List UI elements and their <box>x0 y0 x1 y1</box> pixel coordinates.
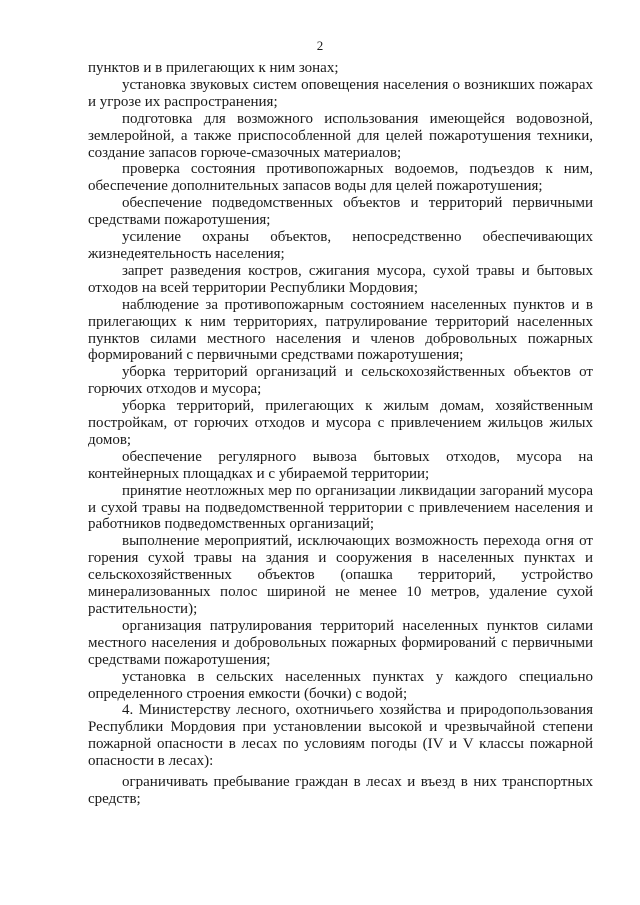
paragraph: наблюдение за противопожарным состоянием населенных пунктов и в прилегающих к ним территориях, патрулирование территорий населенных пунктов силами местного населения и членов добровольных пожарных формирований с первичными средствами пожаротушения; <box>88 296 593 364</box>
document-body <box>88 60 593 808</box>
paragraph: усиление охраны объектов, непосредственно обеспечивающих жизнедеятельность населения; <box>88 229 593 262</box>
paragraph: проверка состояния противопожарных водоемов, подъездов к ним, обеспечение дополнительных запасов воды для целей пожаротушения; <box>88 161 593 195</box>
paragraph: организация патрулирования территорий населенных пунктов силами местного населения и добровольных пожарных формирований с первичными средствами пожаротушения; <box>88 617 593 668</box>
paragraph: ограничивать пребывание граждан в лесах и въезд в них транспортных средств; <box>88 774 593 807</box>
paragraph: обеспечение подведомственных объектов и территорий первичными средствами пожаротушения; <box>88 195 593 229</box>
paragraph: запрет разведения костров, сжигания мусора, сухой травы и бытовых отходов на всей территории Республики Мордовия; <box>88 262 593 296</box>
paragraph: уборка территорий организаций и сельскохозяйственных объектов от горючих отходов и мусора; <box>88 364 593 398</box>
numbered-paragraph: 4. Министерству лесного, охотничьего хозяйства и природопользования Республики Мордовия при установлении высокой и чрезвычайной степени пожарной опасности в лесах по условиям погоды (IV и V классы пожарной опасности в лесах): <box>88 702 593 770</box>
page-number: 2 <box>316 38 324 53</box>
paragraph: подготовка для возможного использования имеющейся водовозной, землеройной, а также приспособленной для целей пожаротушения техники, создание запасов горюче-смазочных материалов; <box>88 110 593 161</box>
paragraph: пунктов и в прилегающих к ним зонах; <box>88 60 339 76</box>
paragraph: выполнение мероприятий, исключающих возможность перехода огня от горения сухой травы на здания и сооружения в населенных пунктах и сельскохозяйственных объектов (опашка территорий, устройство минерализованных полос шириной не менее 10 метров, удаление сухой растительности); <box>88 533 593 617</box>
paragraph: принятие неотложных мер по организации ликвидации загораний мусора и сухой травы на подведомственной территории с привлечением населения и работников подведомственных организаций; <box>88 482 593 533</box>
paragraph: установка звуковых систем оповещения населения о возникших пожарах и угрозе их распространения; <box>88 76 593 110</box>
paragraph: обеспечение регулярного вывоза бытовых отходов, мусора на контейнерных площадках и с убираемой территории; <box>88 448 593 482</box>
paragraph: установка в сельских населенных пунктах у каждого специально определенного строения емкости (бочки) с водой; <box>88 668 593 702</box>
paragraph: уборка территорий, прилегающих к жилым домам, хозяйственным постройкам, от горючих отходов и мусора с привлечением жильцов жилых домов; <box>88 398 593 448</box>
